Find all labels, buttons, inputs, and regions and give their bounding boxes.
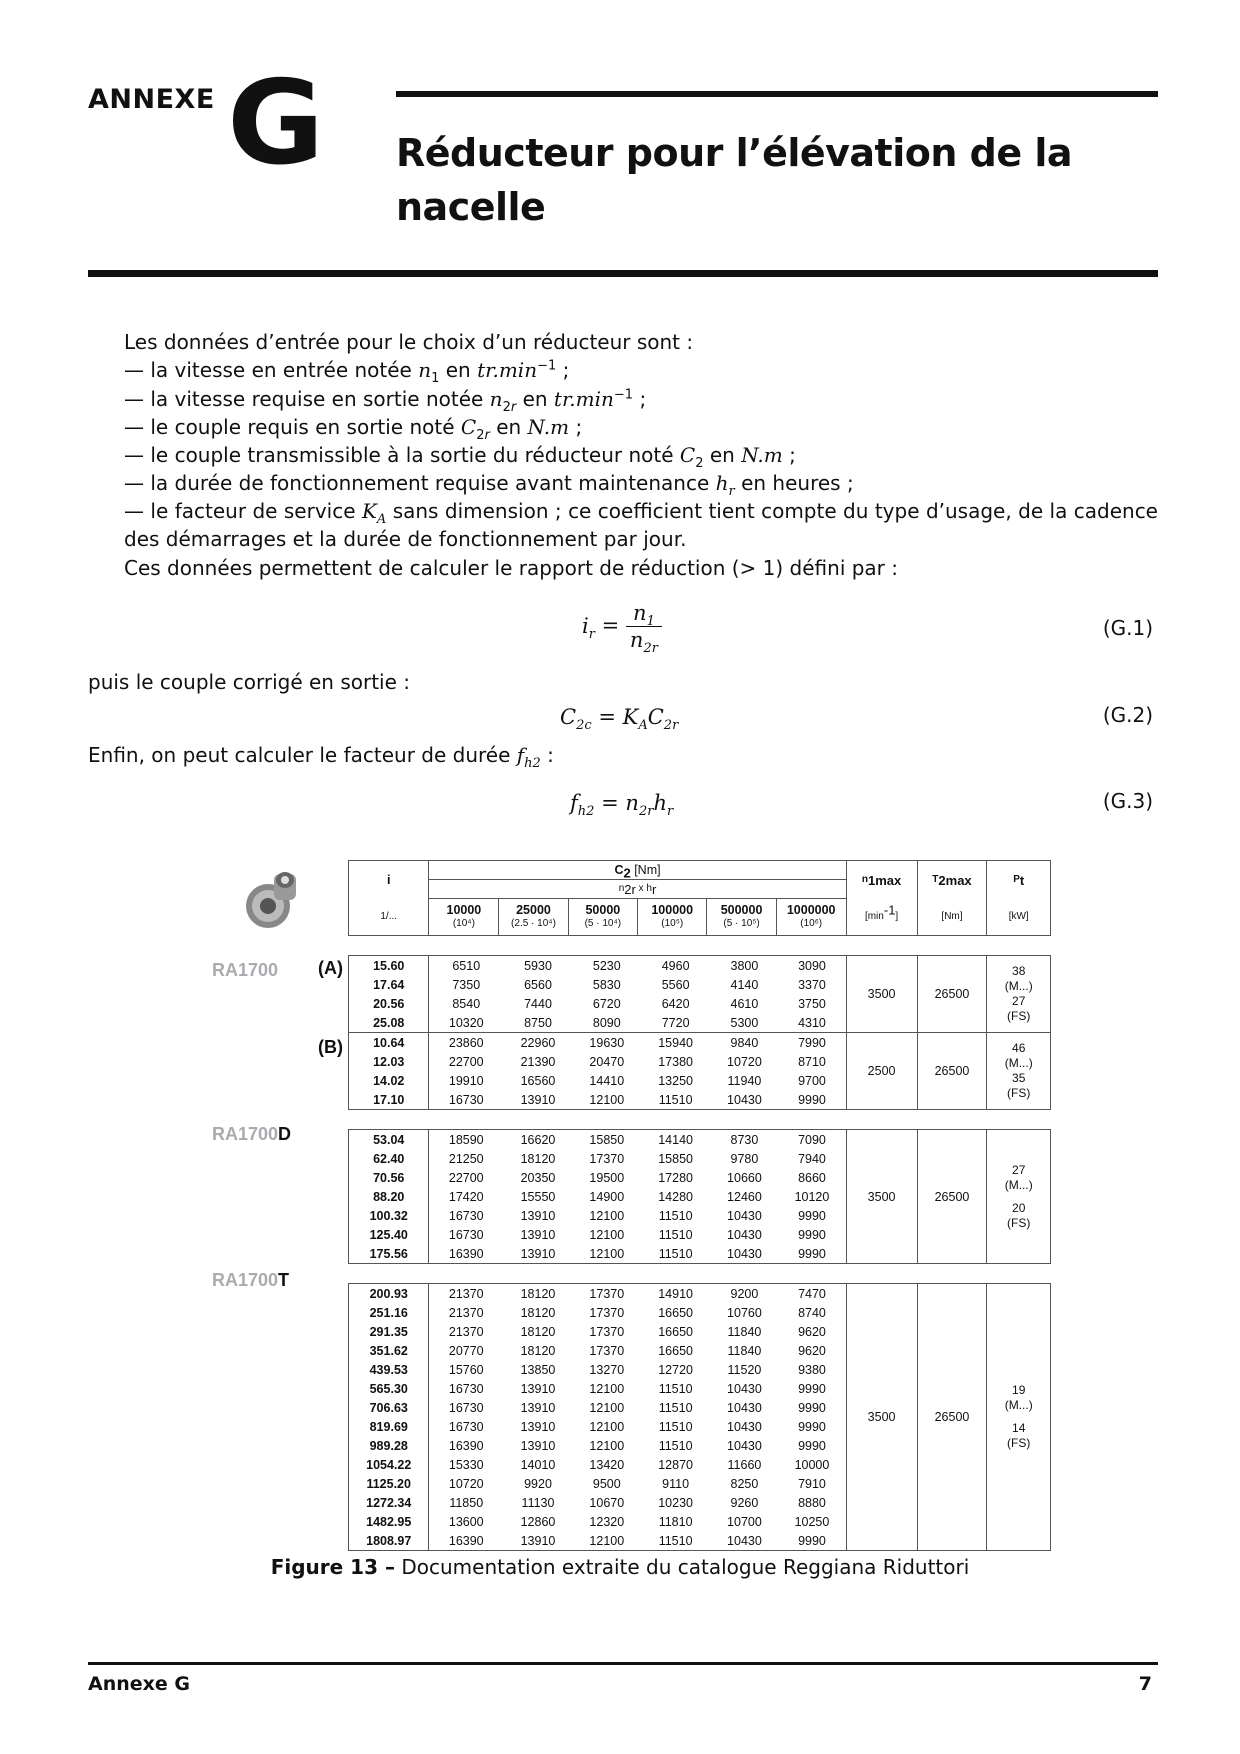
torque-cell: 16390: [429, 1531, 503, 1551]
ratio-cell: 62.40: [349, 1149, 429, 1168]
torque-cell: 11840: [727, 1343, 762, 1358]
torque-cell: 10720: [727, 1054, 762, 1069]
torque-cell: 17280: [658, 1170, 693, 1185]
torque-cell: 8250: [730, 1476, 759, 1491]
torque-cell: 3370: [798, 977, 826, 992]
torque-cell: 19500: [589, 1170, 625, 1185]
torque-cell: 4310: [798, 1015, 826, 1030]
table-row: [349, 956, 1051, 976]
ratio-cell: 1808.97: [349, 1531, 429, 1551]
ratio-cell: 439.53: [349, 1360, 429, 1379]
column-header: 1000000 (10⁶): [776, 899, 845, 935]
torque-cell: 9500: [592, 1476, 621, 1491]
ratio-cell: 25.08: [349, 1013, 429, 1033]
torque-cell: 10660: [727, 1170, 762, 1185]
torque-cell: 11510: [658, 1227, 693, 1242]
torque-cell: 12100: [573, 1531, 641, 1551]
torque-cell: 3090: [778, 956, 846, 976]
torque-cell: 9990: [798, 1419, 826, 1434]
catalogue-table: [348, 860, 1051, 1551]
ratio-cell: 175.56: [349, 1244, 429, 1264]
torque-cell: 8710: [798, 1054, 826, 1069]
torque-cell: 9380: [798, 1362, 826, 1377]
torque-cell: 6560: [524, 977, 552, 992]
unit-pt: [kW]: [987, 899, 1051, 936]
torque-cell: 13250: [658, 1073, 693, 1088]
torque-cell: 9990: [778, 1090, 846, 1110]
header-c2: $C_2$ [Nm]: [429, 861, 846, 880]
torque-cell: 20350: [520, 1170, 556, 1185]
torque-cell: 13910: [503, 1531, 573, 1551]
torque-cell: 21370: [429, 1284, 503, 1304]
torque-cell: 12100: [573, 1244, 641, 1264]
torque-cell: 11510: [658, 1208, 693, 1223]
bullet-6: — le facteur de service $K_A$ sans dimension ; ce coefficient tient compte du type d’usage, de la cadence des démarrages et la durée de fonctionnement par jour.: [124, 499, 1158, 551]
bullet-4: — le couple transmissible à la sortie du réducteur noté $C_2$ en N.m ;: [124, 443, 796, 471]
bullet-1: — la vitesse en entrée notée $n_1$ en $tr.\min^{-1}$ ;: [124, 358, 570, 386]
torque-cell: 21390: [520, 1054, 556, 1069]
group-label-ra1700d: RA1700D: [212, 1124, 292, 1144]
ratio-cell: 17.64: [349, 975, 429, 994]
torque-cell: 5230: [573, 956, 641, 976]
torque-cell: 12100: [589, 1438, 625, 1453]
couple-sentence: puis le couple corrigé en sortie :: [88, 670, 411, 694]
group-tag-b: (B): [318, 1037, 343, 1057]
torque-cell: 9990: [798, 1227, 826, 1242]
torque-cell: 13910: [503, 1090, 573, 1110]
ratio-cell: 12.03: [349, 1052, 429, 1071]
torque-cell: 10430: [727, 1438, 762, 1453]
torque-cell: 18590: [429, 1130, 503, 1150]
torque-cell: 17380: [658, 1054, 693, 1069]
ratio-cell: 17.10: [349, 1090, 429, 1110]
intro-text: Les données d’entrée pour le choix d’un réducteur sont :: [124, 330, 694, 354]
equation-number-g1: (G.1): [1102, 616, 1153, 640]
torque-cell: 4610: [730, 996, 759, 1011]
ratio-cell: 14.02: [349, 1071, 429, 1090]
torque-cell: 13910: [520, 1227, 556, 1242]
torque-cell: 18120: [520, 1324, 556, 1339]
torque-cell: 9990: [798, 1381, 826, 1396]
torque-cell: 15940: [641, 1033, 711, 1053]
torque-cell: 22700: [429, 1168, 503, 1187]
torque-cell: 8730: [711, 1130, 779, 1150]
torque-cell: 11510: [658, 1400, 693, 1415]
torque-cell: 8660: [798, 1170, 826, 1185]
torque-cell: 10430: [727, 1381, 762, 1396]
torque-cell: 9920: [524, 1476, 552, 1491]
torque-cell: 16650: [658, 1324, 693, 1339]
torque-cell: 21370: [429, 1303, 503, 1322]
torque-cell: 16730: [429, 1417, 503, 1436]
torque-cell: 10430: [727, 1227, 762, 1242]
ratio-cell: 125.40: [349, 1225, 429, 1244]
torque-cell: 11510: [641, 1090, 711, 1110]
torque-cell: 10430: [727, 1419, 762, 1434]
unit-t2: [Nm]: [917, 899, 987, 936]
torque-cell: 9990: [798, 1208, 826, 1223]
torque-cell: 9260: [730, 1495, 759, 1510]
torque-cell: 10430: [727, 1208, 762, 1223]
torque-cell: 14280: [658, 1189, 693, 1204]
torque-cell: 9990: [798, 1438, 826, 1453]
equation-number-g3: (G.3): [1102, 789, 1153, 813]
torque-cell: 9780: [730, 1151, 759, 1166]
torque-cell: 7910: [798, 1476, 826, 1491]
ratio-cell: 1482.95: [349, 1512, 429, 1531]
unit-i: 1/...: [349, 899, 429, 936]
annexe-letter: G: [227, 56, 321, 191]
torque-cell: 12860: [520, 1514, 556, 1529]
torque-cell: 17370: [589, 1324, 625, 1339]
torque-cell: 22700: [429, 1052, 503, 1071]
torque-cell: 18120: [520, 1343, 556, 1358]
ratio-cell: 251.16: [349, 1303, 429, 1322]
torque-cell: 11660: [727, 1457, 762, 1472]
column-header: 50000 (5 · 10⁴): [568, 899, 637, 935]
torque-cell: 9200: [711, 1284, 779, 1304]
torque-cell: 10760: [727, 1305, 762, 1320]
torque-cell: 7440: [524, 996, 552, 1011]
torque-cell: 19630: [573, 1033, 641, 1053]
torque-cell: 16390: [429, 1244, 503, 1264]
torque-cell: 10430: [711, 1244, 779, 1264]
torque-cell: 17370: [573, 1284, 641, 1304]
torque-cell: 11130: [521, 1495, 555, 1510]
ratio-cell: 565.30: [349, 1379, 429, 1398]
torque-cell: 10230: [658, 1495, 693, 1510]
torque-cell: 9990: [778, 1244, 846, 1264]
torque-cell: 15760: [429, 1360, 503, 1379]
torque-cell: 7090: [778, 1130, 846, 1150]
unit-n1: $[\min^{-1}]$: [846, 899, 917, 936]
header-i: i: [349, 861, 429, 899]
ratio-cell: 88.20: [349, 1187, 429, 1206]
torque-cell: 9990: [778, 1531, 846, 1551]
group-gap: [349, 1110, 1051, 1130]
t2max-cell: 26500: [917, 1284, 987, 1551]
torque-cell: 16730: [429, 1090, 503, 1110]
torque-cell: 11510: [658, 1381, 693, 1396]
page-number: 7: [1138, 1673, 1152, 1695]
equation-number-g2: (G.2): [1102, 703, 1153, 727]
column-header: 25000 (2.5 · 10⁴): [499, 899, 568, 935]
torque-cell: 12100: [589, 1400, 625, 1415]
torque-cell: 5930: [503, 956, 573, 976]
table-row: [349, 1284, 1051, 1304]
column-header: 100000 (10⁵): [638, 899, 707, 935]
bullet-2: — la vitesse requise en sortie notée $n_{2r}$ en $tr.\min^{-1}$ ;: [124, 387, 647, 415]
ratio-cell: 100.32: [349, 1206, 429, 1225]
ratio-cell: 53.04: [349, 1130, 429, 1150]
torque-cell: 13910: [503, 1244, 573, 1264]
ratio-cell: 291.35: [349, 1322, 429, 1341]
torque-cell: 11520: [727, 1362, 762, 1377]
torque-cell: 15850: [658, 1151, 693, 1166]
torque-cell: 18120: [520, 1151, 556, 1166]
torque-cell: 18120: [503, 1284, 573, 1304]
torque-cell: 12460: [727, 1189, 762, 1204]
torque-cell: 7720: [661, 1015, 690, 1030]
header-pt: $P_t$: [987, 861, 1051, 899]
bullet-5: — la durée de fonctionnement requise avant maintenance $h_r$ en heures ;: [124, 471, 854, 499]
torque-cell: 6510: [429, 956, 503, 976]
torque-cell: 21250: [429, 1149, 503, 1168]
torque-cell: 14010: [520, 1457, 556, 1472]
torque-cell: 16650: [658, 1305, 693, 1320]
torque-cell: 14140: [641, 1130, 711, 1150]
torque-cell: 16560: [520, 1073, 556, 1088]
torque-cell: 7350: [429, 975, 503, 994]
torque-cell: 17370: [589, 1305, 625, 1320]
torque-cell: 15850: [573, 1130, 641, 1150]
torque-cell: 13910: [520, 1400, 556, 1415]
torque-cell: 3800: [711, 956, 779, 976]
torque-cell: 10700: [727, 1514, 762, 1529]
torque-cell: 12870: [658, 1457, 693, 1472]
ratio-cell: 351.62: [349, 1341, 429, 1360]
torque-cell: 23860: [429, 1033, 503, 1053]
group-gap: [349, 1264, 1051, 1284]
equation-g1: $i_r$ = $\frac{n_1}{n_{2r}}$: [582, 600, 662, 653]
power-cell: 46 (M...) 35 (FS): [987, 1033, 1051, 1110]
power-cell: 19 (M...) 14 (FS): [987, 1284, 1051, 1551]
column-header: 500000 (5 · 10⁵): [707, 899, 776, 935]
torque-cell: 8740: [798, 1305, 826, 1320]
ratio-sentence: Ces données permettent de calculer le rapport de réduction (> 1) défini par :: [124, 556, 899, 580]
torque-cell: 12100: [589, 1208, 625, 1223]
torque-cell: 9990: [798, 1400, 826, 1415]
group-gap: [349, 936, 1051, 956]
torque-cell: 11810: [658, 1514, 693, 1529]
torque-cell: 16730: [429, 1225, 503, 1244]
ratio-cell: 70.56: [349, 1168, 429, 1187]
torque-cell: 17370: [589, 1151, 625, 1166]
column-headers: [429, 899, 846, 936]
torque-cell: 11840: [727, 1324, 762, 1339]
torque-cell: 11510: [641, 1531, 711, 1551]
torque-cell: 16650: [658, 1343, 693, 1358]
torque-cell: 12100: [573, 1090, 641, 1110]
torque-cell: 8090: [592, 1015, 621, 1030]
footer-rule: [88, 1662, 1158, 1665]
torque-cell: 10320: [429, 1013, 503, 1033]
torque-cell: 11940: [727, 1073, 762, 1088]
footer-section: Annexe G: [88, 1673, 190, 1695]
ratio-cell: 15.60: [349, 956, 429, 976]
torque-cell: 13420: [589, 1457, 625, 1472]
torque-cell: 11510: [658, 1419, 693, 1434]
ratio-cell: 819.69: [349, 1417, 429, 1436]
equation-g2: $C_{2c} = K_AC_{2r}$: [560, 705, 679, 734]
torque-cell: 13910: [520, 1381, 556, 1396]
figure-caption: Figure 13 – Documentation extraite du catalogue Reggiana Riduttori: [270, 1555, 970, 1579]
annexe-label: ANNEXE: [88, 84, 215, 115]
torque-cell: 22960: [503, 1033, 573, 1053]
torque-cell: 13600: [429, 1512, 503, 1531]
torque-cell: 9700: [798, 1073, 826, 1088]
torque-cell: 10000: [794, 1457, 830, 1472]
torque-cell: 11510: [658, 1438, 693, 1453]
header-n1max: $n_{1max}$: [846, 861, 917, 899]
torque-cell: 4140: [730, 977, 759, 992]
table-row: [349, 1033, 1051, 1053]
n1max-cell: 3500: [846, 1130, 917, 1264]
ratio-cell: 20.56: [349, 994, 429, 1013]
torque-cell: 10430: [727, 1400, 762, 1415]
torque-cell: 14910: [641, 1284, 711, 1304]
torque-cell: 16730: [429, 1206, 503, 1225]
n1max-cell: 3500: [846, 1284, 917, 1551]
torque-cell: 13850: [520, 1362, 556, 1377]
ratio-cell: 706.63: [349, 1398, 429, 1417]
ratio-cell: 989.28: [349, 1436, 429, 1455]
torque-cell: 13910: [520, 1419, 556, 1434]
torque-cell: 9840: [711, 1033, 779, 1053]
torque-cell: 19910: [429, 1071, 503, 1090]
equation-g3: $f_{h2} = n_{2r}h_r$: [570, 791, 674, 820]
t2max-cell: 26500: [917, 1033, 987, 1110]
torque-cell: 9110: [662, 1476, 690, 1491]
header-t2max: $T_{2max}$: [917, 861, 987, 899]
ratio-cell: 10.64: [349, 1033, 429, 1053]
torque-cell: 5560: [661, 977, 690, 992]
torque-cell: 18120: [520, 1305, 556, 1320]
group-label-ra1700t: RA1700T: [212, 1270, 290, 1290]
n1max-cell: 2500: [846, 1033, 917, 1110]
chapter-title: Réducteur pour l’élévation de la nacelle: [396, 131, 1072, 229]
torque-cell: 7470: [778, 1284, 846, 1304]
n1max-cell: 3500: [846, 956, 917, 1033]
power-cell: 27 (M...) 20 (FS): [987, 1130, 1051, 1264]
torque-cell: 15330: [429, 1455, 503, 1474]
torque-cell: 12720: [658, 1362, 693, 1377]
torque-cell: 7990: [778, 1033, 846, 1053]
torque-cell: 3750: [798, 996, 826, 1011]
torque-cell: 16730: [429, 1398, 503, 1417]
torque-cell: 6720: [592, 996, 621, 1011]
torque-cell: 12100: [589, 1381, 625, 1396]
torque-cell: 8880: [798, 1495, 826, 1510]
ratio-cell: 1272.34: [349, 1493, 429, 1512]
duree-sentence: Enfin, on peut calculer le facteur de durée $f_{h2}$ :: [88, 743, 554, 771]
power-cell: 38 (M...) 27 (FS): [987, 956, 1051, 1033]
torque-cell: 16390: [429, 1436, 503, 1455]
torque-cell: 8750: [524, 1015, 552, 1030]
torque-cell: 10430: [711, 1531, 779, 1551]
torque-cell: 5830: [592, 977, 621, 992]
torque-cell: 13270: [589, 1362, 625, 1377]
ratio-cell: 1125.20: [349, 1474, 429, 1493]
torque-cell: 10720: [429, 1474, 503, 1493]
torque-cell: 20770: [429, 1341, 503, 1360]
ratio-cell: 1054.22: [349, 1455, 429, 1474]
header-n2rhr: $n_{2r}$ x $h_r$: [429, 880, 846, 899]
top-rule: [396, 91, 1158, 97]
gearbox-image: [238, 864, 304, 932]
ratio-cell: 200.93: [349, 1284, 429, 1304]
torque-cell: 10120: [794, 1189, 830, 1204]
bullet-3: — le couple requis en sortie noté $C_{2r}$ en N.m ;: [124, 415, 583, 443]
torque-cell: 7940: [798, 1151, 826, 1166]
torque-cell: 10250: [794, 1514, 830, 1529]
torque-cell: 21370: [429, 1322, 503, 1341]
torque-cell: 9620: [798, 1343, 826, 1358]
group-label-ra1700: RA1700: [212, 960, 279, 980]
torque-cell: 6420: [661, 996, 690, 1011]
torque-cell: 10430: [711, 1090, 779, 1110]
torque-cell: 14410: [589, 1073, 625, 1088]
table-row: [349, 1130, 1051, 1150]
t2max-cell: 26500: [917, 956, 987, 1033]
header-rule: [88, 270, 1158, 277]
torque-cell: 17420: [429, 1187, 503, 1206]
torque-cell: 16730: [429, 1379, 503, 1398]
torque-cell: 11510: [641, 1244, 711, 1264]
torque-cell: 15550: [520, 1189, 556, 1204]
torque-cell: 9620: [798, 1324, 826, 1339]
torque-cell: 14900: [589, 1189, 625, 1204]
torque-cell: 13910: [520, 1208, 556, 1223]
column-header: 10000 (10⁴): [446, 903, 482, 929]
torque-cell: 10670: [589, 1495, 625, 1510]
torque-cell: 16620: [503, 1130, 573, 1150]
group-tag-a: (A): [318, 958, 343, 978]
torque-cell: 20470: [589, 1054, 625, 1069]
torque-cell: 12100: [589, 1419, 625, 1434]
t2max-cell: 26500: [917, 1130, 987, 1264]
torque-cell: 4960: [641, 956, 711, 976]
torque-cell: 8540: [429, 994, 503, 1013]
torque-cell: 11850: [429, 1493, 503, 1512]
torque-cell: 5300: [730, 1015, 759, 1030]
torque-cell: 17370: [589, 1343, 625, 1358]
torque-cell: 12320: [589, 1514, 625, 1529]
torque-cell: 12100: [589, 1227, 625, 1242]
torque-cell: 13910: [520, 1438, 556, 1453]
